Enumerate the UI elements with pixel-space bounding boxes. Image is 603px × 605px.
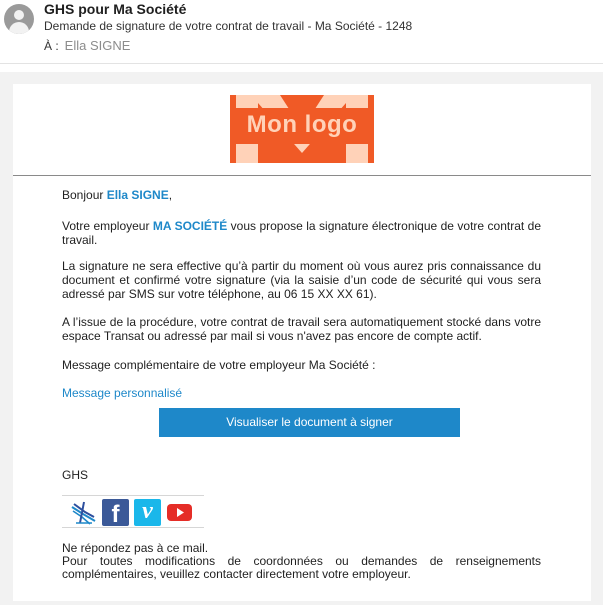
email-footer: [62, 542, 541, 581]
avatar-shoulders-shape: [9, 22, 29, 34]
vimeo-glyph: v: [142, 499, 153, 524]
storage-info-paragraph: A l’issue de la procédure, votre contrat de travail sera automatiquement stocké dans votre espace Transat ou adressé par mail si vous n'avez pas encore de compte actif.: [62, 315, 541, 343]
transat-icon[interactable]: [70, 499, 97, 526]
email-body-background: [0, 72, 603, 605]
social-links: [62, 495, 204, 528]
intro-suffix: vous propose la signature électronique de votre contrat de travail.: [62, 219, 541, 247]
no-reply-notice: Ne répondez pas à ce mail.: [62, 541, 209, 555]
email-signature: GHS: [62, 468, 89, 482]
youtube-icon-graphic: [166, 499, 193, 526]
view-document-button[interactable]: Visualiser le document à signer: [159, 408, 460, 437]
contact-employer-notice: Pour toutes modifications de coordonnées ou demandes de renseignements complémentaires, veuillez contacter directement votre employeur.: [62, 554, 541, 581]
to-label: À :: [44, 39, 59, 53]
company-logo: [230, 95, 374, 163]
logo-text: Mon logo: [246, 111, 358, 138]
signature-info-paragraph: La signature ne sera effective qu’à partir du moment où vous aurez pris connaissance du document et confirmé votre signature (via la saisie d’un code de sécurité qui vous sera adressé par SMS sur votre téléphone, au 06 15 XX XX 61).: [62, 259, 541, 301]
employer-highlight: MA SOCIÉTÉ: [152, 219, 228, 233]
greeting-suffix: ,: [168, 188, 173, 202]
email-card: [13, 84, 591, 601]
youtube-icon[interactable]: [166, 499, 193, 526]
employer-message-intro: Message complémentaire de votre employeur Ma Société :: [62, 358, 376, 372]
vimeo-icon[interactable]: [134, 499, 161, 526]
mail-subject: Demande de signature de votre contrat de travail - Ma Société - 1248: [44, 19, 413, 33]
facebook-glyph: f: [111, 501, 120, 526]
sender-name[interactable]: GHS pour Ma Société: [44, 1, 187, 17]
intro-paragraph: [62, 219, 541, 247]
sender-avatar[interactable]: [4, 4, 34, 34]
header-divider: [13, 175, 591, 176]
intro-prefix: Votre employeur: [62, 219, 153, 233]
avatar-head-shape: [14, 10, 24, 20]
facebook-icon[interactable]: [102, 499, 129, 526]
recipient-row: [44, 38, 130, 53]
recipient-name[interactable]: Ella SIGNE: [64, 38, 131, 53]
greeting: [62, 188, 172, 202]
custom-message-link[interactable]: Message personnalisé: [62, 386, 183, 400]
greeting-prefix: Bonjour: [62, 188, 107, 202]
recipient-highlight: Ella SIGNE: [106, 188, 169, 202]
mail-header: [0, 0, 603, 64]
transat-icon-graphic: [70, 499, 97, 526]
